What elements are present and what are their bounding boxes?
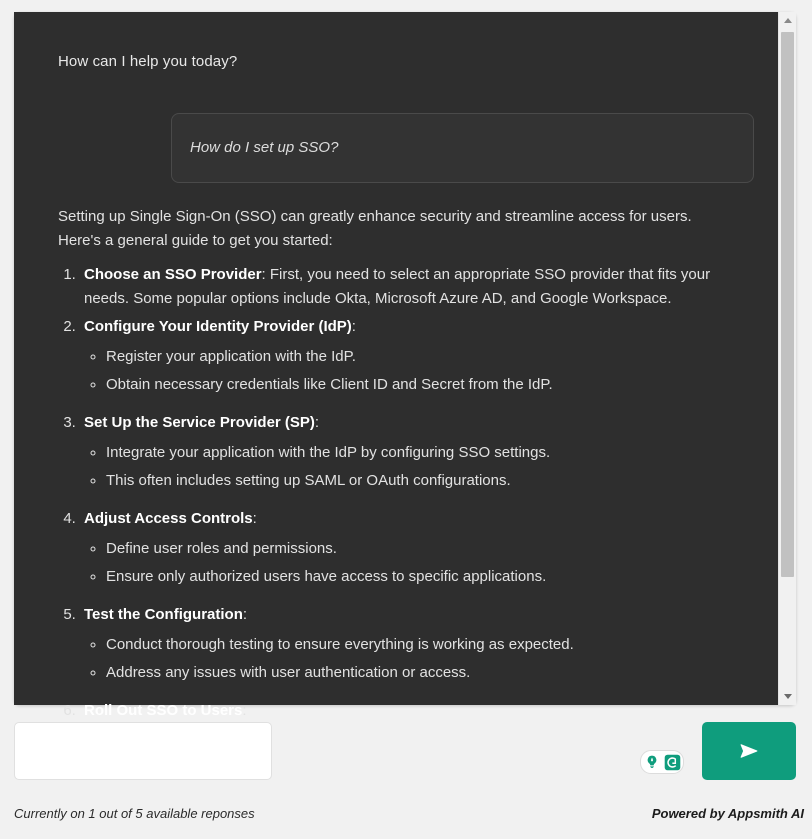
answer-substep-list [80,633,754,685]
message-input-wrapper [14,722,692,780]
answer-step [80,699,754,723]
answer-substep: ◦ Register your application with the IdP. [106,345,754,369]
message-composer [14,722,796,780]
answer-step-text: : [314,413,320,431]
scroll-up-arrow-icon[interactable] [779,12,796,29]
answer-step-text: : [242,701,247,719]
answer-step-text: : [252,509,257,527]
lightbulb-icon[interactable] [642,752,662,772]
answer-substep: ◦ Obtain necessary credentials like Client ID and Secret from the IdP. [106,373,754,397]
answer-substep: ◦ Define user roles and permissions. [106,537,754,561]
footer [14,806,804,821]
grammarly-g-icon[interactable] [662,752,682,772]
user-message-row [58,113,754,182]
answer-step-title: Roll Out SSO to Users [84,701,243,719]
answer-steps-list [58,263,754,723]
answer-step [80,263,754,311]
answer-step [80,603,754,627]
chat-scrollbar[interactable] [778,12,796,705]
answer-substep: ◦ Integrate your application with the IdP by configuring SSO settings. [106,441,754,465]
powered-by-label: Powered by Appsmith AI [651,806,804,821]
answer-step [80,411,754,435]
answer-substep: ◦ Conduct thorough testing to ensure everything is working as expected. [106,633,754,657]
answer-substep: ◦ This often includes setting up SAML or OAuth configurations. [106,469,754,493]
scroll-down-arrow-icon[interactable] [779,688,796,705]
answer-substep-list [80,537,754,589]
chat-message-list [14,12,778,727]
answer-step-text: : [351,317,356,335]
assistant-greeting: How can I help you today? [58,53,238,70]
answer-substep: ◦ Ensure only authorized users have access to specific applications. [106,565,754,589]
send-button[interactable] [702,722,796,780]
answer-substep: ◦ Address any issues with user authentication or access. [106,661,754,685]
chat-panel [14,12,796,719]
answer-step-text: : First, you need to select an appropriate SSO provider that fits your needs. Some popular options include Okta, Microsoft Azure AD, and Google Workspace. [84,265,711,307]
assistive-icon-group[interactable] [640,750,684,774]
answer-substep-list [80,441,754,493]
answer-intro: Setting up Single Sign-On (SSO) can greatly enhance security and streamline access for users. Here's a general guide to get you started: [58,207,692,249]
send-arrow-icon [736,741,762,761]
chat-scroll-thumb[interactable] [781,32,794,577]
chat-scroll-viewport[interactable] [14,12,778,719]
answer-substep-list [80,345,754,397]
answer-step-title: Set Up the Service Provider (SP) [84,413,315,431]
answer-step [80,315,754,339]
scroll-down-arrow-glyph [784,694,792,699]
answer-step-title: Test the Configuration [84,605,243,623]
scroll-up-arrow-glyph [784,18,792,23]
message-input[interactable] [14,722,272,780]
answer-step-title: Choose an SSO Provider [84,265,262,283]
answer-step-title: Configure Your Identity Provider (IdP) [84,317,352,335]
answer-step [80,507,754,531]
answer-step-text: : [242,605,248,623]
user-message-bubble: How do I set up SSO? [171,113,754,182]
response-counter: Currently on 1 out of 5 available reponses [14,806,255,821]
answer-step-title: Adjust Access Controls [84,509,253,527]
assistant-answer [58,205,754,723]
